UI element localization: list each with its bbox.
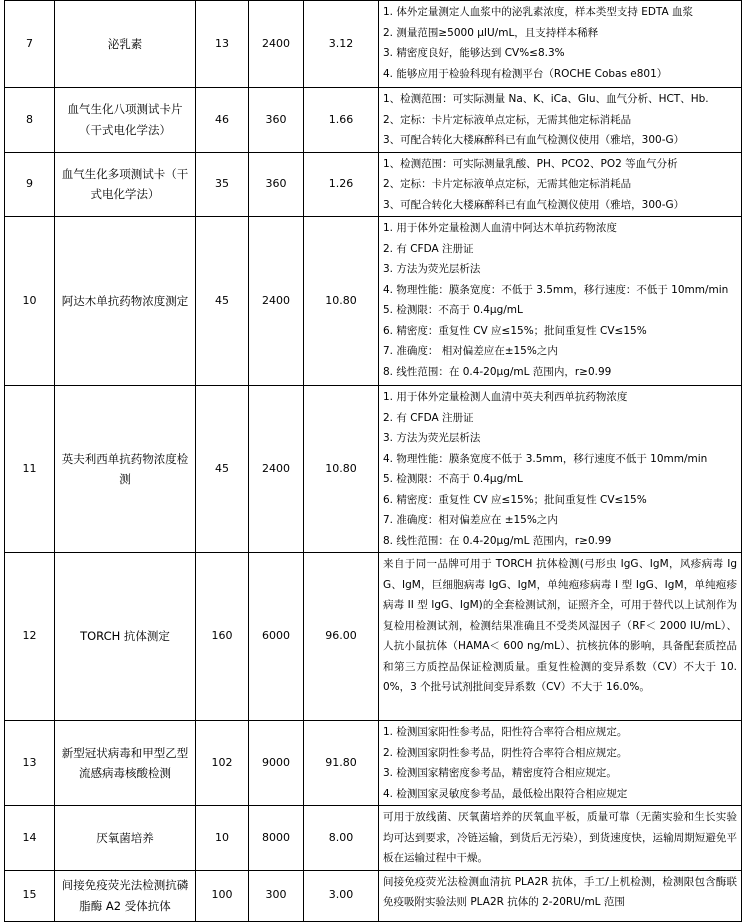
row-number: 13 [5, 721, 55, 806]
item-unit-price: 2400 [249, 217, 304, 386]
requirement-line: 3. 检测国家精密度参考品，精密度符合相应规定。 [383, 767, 617, 779]
table-row [5, 553, 742, 721]
table-row [5, 806, 742, 871]
item-requirements [379, 1, 742, 88]
item-quantity: 13 [196, 1, 249, 88]
item-quantity: 35 [196, 152, 249, 217]
requirement-line: 2、定标：卡片定标液单点定标，无需其他定标消耗品 [383, 178, 632, 190]
item-total: 8.00 [304, 806, 379, 871]
item-quantity: 46 [196, 88, 249, 153]
item-requirements [379, 152, 742, 217]
requirement-paragraph: 来自于同一品牌可用于 TORCH 抗体检测(弓形虫 IgG、IgM，风疹病毒 IgG、IgM，巨细胞病毒 IgG、IgM，单纯疱疹病毒 I 型 IgG、IgM，单纯疱疹病毒 II 型 IgG、IgM)的全套检测试剂，证照齐全，可用于替代以上试剂作为复检用检测试剂，检测结果准确且不受类风湿因子（RF＜ 2000 IU/mL）、人抗小鼠抗体（HAMA＜ 600 ng/mL）、抗核抗体的影响，具备配套质控品和第三方质控品保证检测质量。重复性检测的变异系数（CV）不大于 10.0%，3 个批号试剂批间变异系数（CV）不大于 16.0%。 [383, 558, 737, 693]
item-name: 英夫利西单抗药物浓度检测 [55, 386, 196, 553]
requirement-paragraph: 可用于放线菌、厌氧菌培养的厌氧血平板，质量可靠（无菌实验和生长实验均可达到要求，冷链运输，到货后无污染），到货速度快，运输周期短避免平板在运输过程中干燥。 [383, 811, 737, 864]
table-row [5, 386, 742, 553]
item-unit-price: 8000 [249, 806, 304, 871]
table-row [5, 217, 742, 386]
table-row [5, 152, 742, 217]
requirement-line: 2. 有 CFDA 注册证 [383, 242, 474, 255]
requirement-line: 1、检测范围：可实际测量 Na、K、iCa、Glu、血气分析、HCT、Hb. [383, 93, 709, 105]
row-number: 14 [5, 806, 55, 871]
requirement-line: 4. 能够应用于检验科现有检测平台（ROCHE Cobas e801） [383, 67, 668, 80]
item-total: 96.00 [304, 553, 379, 721]
row-number: 7 [5, 1, 55, 88]
item-quantity: 45 [196, 217, 249, 386]
row-number: 15 [5, 870, 55, 921]
item-name: 间接免疫荧光法检测抗磷脂酶 A2 受体抗体 [55, 870, 196, 921]
item-total: 10.80 [304, 217, 379, 386]
item-requirements [379, 806, 742, 871]
requirement-line: 2、定标：卡片定标液单点定标，无需其他定标消耗品 [383, 113, 632, 126]
row-number: 10 [5, 217, 55, 386]
requirement-line: 2. 测量范围≥5000 μIU/mL，且支持样本稀释 [383, 26, 599, 39]
item-unit-price: 300 [249, 870, 304, 921]
table-row [5, 721, 742, 806]
item-quantity: 102 [196, 721, 249, 806]
requirement-line: 2. 有 CFDA 注册证 [383, 411, 474, 424]
item-name: 泌乳素 [55, 1, 196, 88]
row-number: 8 [5, 88, 55, 153]
item-quantity: 45 [196, 386, 249, 553]
item-quantity: 160 [196, 553, 249, 721]
item-requirements [379, 217, 742, 386]
row-number: 11 [5, 386, 55, 553]
item-unit-price: 2400 [249, 1, 304, 88]
item-unit-price: 360 [249, 152, 304, 217]
item-total: 1.26 [304, 152, 379, 217]
requirement-line: 6. 精密度：重复性 CV 应≤15%；批间重复性 CV≤15% [383, 324, 647, 337]
item-name: 阿达木单抗药物浓度测定 [55, 217, 196, 386]
requirement-line: 2. 检测国家阴性参考品，阴性符合率符合相应规定。 [383, 746, 628, 759]
item-requirements [379, 553, 742, 721]
item-name: 血气生化八项测试卡片（干式电化学法） [55, 88, 196, 153]
item-total: 3.00 [304, 870, 379, 921]
item-requirements [379, 870, 742, 921]
item-total: 91.80 [304, 721, 379, 806]
item-quantity: 10 [196, 806, 249, 871]
item-total: 10.80 [304, 386, 379, 553]
item-name: 血气生化多项测试卡（干式电化学法） [55, 152, 196, 217]
item-quantity: 100 [196, 870, 249, 921]
item-unit-price: 2400 [249, 386, 304, 553]
item-unit-price: 360 [249, 88, 304, 153]
requirement-paragraph: 间接免疫荧光法检测血清抗 PLA2R 抗体，手工/上机检测，检测限包含酶联免疫吸附实验法则 PLA2R 抗体的 2-20RU/mL 范围 [383, 875, 737, 908]
requirement-line: 1、检测范围：可实际测量乳酸、PH、PCO2、PO2 等血气分析 [383, 157, 678, 170]
item-name: 新型冠状病毒和甲型乙型流感病毒核酸检测 [55, 721, 196, 806]
requirement-line: 8. 线性范围：在 0.4-20μg/mL 范围内，r≥0.99 [383, 365, 612, 378]
requirement-line: 3. 精密度良好，能够达到 CV%≤8.3% [383, 47, 565, 59]
requirement-line: 1. 用于体外定量检测人血清中阿达木单抗药物浓度 [383, 222, 617, 234]
requirement-line: 3. 方法为荧光层析法 [383, 432, 481, 444]
requirement-line: 3. 方法为荧光层析法 [383, 263, 481, 275]
table-row [5, 88, 742, 153]
table-row [5, 1, 742, 88]
product-spec-table [4, 0, 742, 922]
requirement-line: 8. 线性范围：在 0.4-20μg/mL 范围内，r≥0.99 [383, 534, 612, 547]
table-row [5, 870, 742, 921]
table-body [5, 1, 742, 922]
requirement-line: 3、可配合转化大楼麻醉科已有血气检测仪使用（雅培，300-G） [383, 134, 685, 146]
item-total: 1.66 [304, 88, 379, 153]
item-unit-price: 6000 [249, 553, 304, 721]
item-requirements [379, 386, 742, 553]
requirement-line: 5. 检测限：不高于 0.4μg/mL [383, 473, 523, 485]
requirement-line: 7. 准确度：相对偏差应在 ±15%之内 [383, 514, 558, 526]
requirement-line: 6. 精密度：重复性 CV 应≤15%；批间重复性 CV≤15% [383, 493, 647, 506]
item-total: 3.12 [304, 1, 379, 88]
item-requirements [379, 721, 742, 806]
item-name: 厌氧菌培养 [55, 806, 196, 871]
item-name: TORCH 抗体测定 [55, 553, 196, 721]
requirement-line: 4. 检测国家灵敏度参考品，最低检出限符合相应规定 [383, 787, 628, 800]
item-requirements [379, 88, 742, 153]
requirement-line: 1. 检测国家阳性参考品，阳性符合率符合相应规定。 [383, 726, 628, 738]
requirement-line: 4. 物理性能：膜条宽度不低于 3.5mm，移行速度不低于 10mm/min [383, 452, 708, 465]
requirement-line: 7. 准确度： 相对偏差应在±15%之内 [383, 345, 558, 357]
item-unit-price: 9000 [249, 721, 304, 806]
requirement-line: 1. 用于体外定量检测人血清中英夫利西单抗药物浓度 [383, 391, 628, 403]
row-number: 12 [5, 553, 55, 721]
requirement-line: 3、可配合转化大楼麻醉科已有血气检测仪使用（雅培，300-G） [383, 198, 685, 211]
requirement-line: 1. 体外定量测定人血浆中的泌乳素浓度，样本类型支持 EDTA 血浆 [383, 6, 694, 18]
row-number: 9 [5, 152, 55, 217]
requirement-line: 5. 检测限：不高于 0.4μg/mL [383, 304, 523, 316]
requirement-line: 4. 物理性能：膜条宽度：不低于 3.5mm，移行速度：不低于 10mm/min [383, 283, 729, 296]
